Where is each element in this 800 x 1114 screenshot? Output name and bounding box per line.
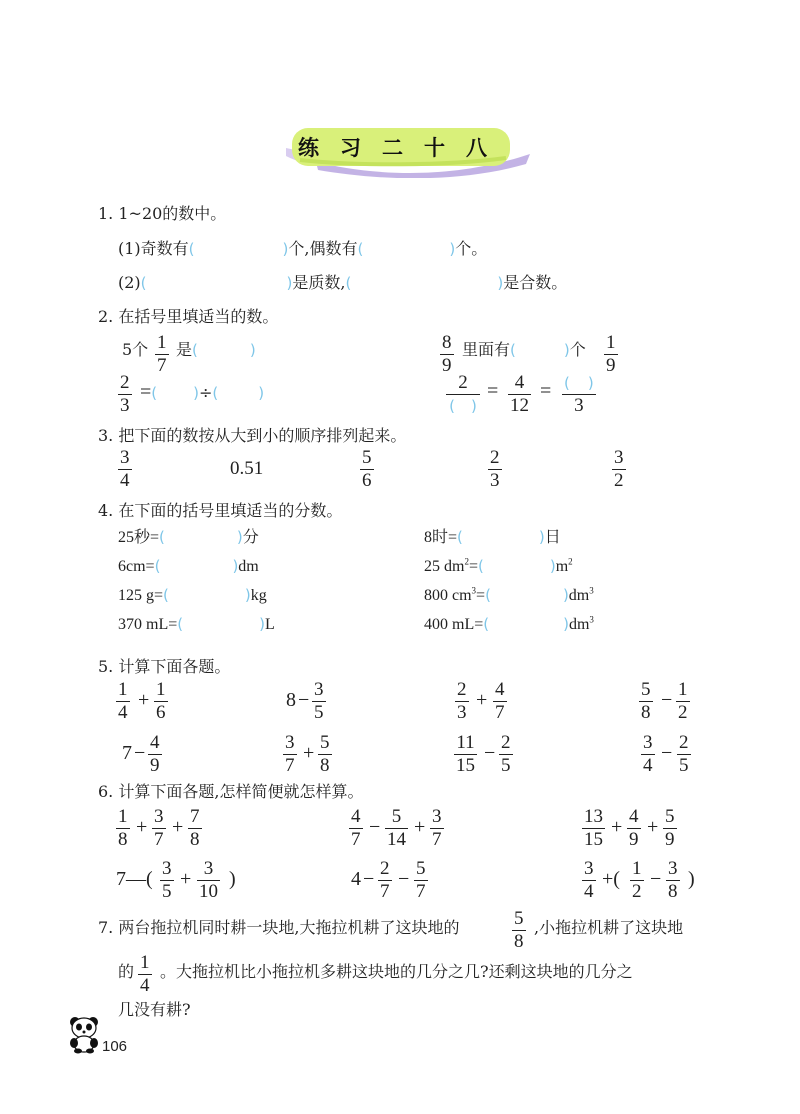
fraction: 3 7 bbox=[285, 732, 295, 777]
q1-part2: (2)( )是质数,( )是合数。 bbox=[118, 273, 568, 292]
equals: = bbox=[487, 380, 499, 402]
fraction: 2 5 bbox=[679, 732, 689, 777]
fraction: 3 4 bbox=[120, 447, 130, 492]
fraction: 3 7 bbox=[154, 806, 164, 851]
q2-heading: 2. 在括号里填适当的数。 bbox=[98, 307, 279, 326]
fraction: 4 7 bbox=[351, 806, 361, 851]
operator: − bbox=[363, 868, 375, 890]
panda-icon bbox=[66, 1014, 106, 1054]
q5-heading: 5. 计算下面各题。 bbox=[98, 657, 231, 676]
fraction: 2 3 bbox=[457, 679, 467, 724]
fraction: 2 3 bbox=[490, 447, 500, 492]
operator: + bbox=[647, 816, 659, 838]
q4-item: 8时=( )日 bbox=[424, 528, 561, 546]
fraction: 13 15 bbox=[584, 806, 603, 851]
fraction: 2 5 bbox=[501, 732, 511, 777]
fraction: 4 9 bbox=[629, 806, 639, 851]
fraction: 1 7 bbox=[157, 332, 167, 377]
q1-heading: 1. 1~20的数中。 bbox=[98, 204, 227, 223]
whole-number: 8 bbox=[286, 689, 296, 711]
paren: ) bbox=[688, 868, 695, 890]
operator: + bbox=[414, 816, 426, 838]
page-number: 106 bbox=[102, 1038, 128, 1055]
whole-number: 4 bbox=[351, 868, 361, 890]
operator: + bbox=[180, 868, 192, 890]
operator: + bbox=[136, 816, 148, 838]
decimal: 0.51 bbox=[230, 458, 264, 479]
equals: = bbox=[540, 380, 552, 402]
operator: − bbox=[369, 816, 381, 838]
operator: − bbox=[661, 742, 673, 764]
q7-line2-pre: 的 bbox=[118, 962, 135, 981]
whole-number: 7—( bbox=[116, 868, 153, 890]
operator: + bbox=[611, 816, 623, 838]
q7-line1-end: ,小拖拉机耕了这块地 bbox=[534, 918, 684, 937]
fraction: 5 7 bbox=[416, 858, 426, 903]
fraction: 3 4 bbox=[584, 858, 594, 903]
operator: +( bbox=[602, 868, 620, 890]
fraction: 2 3 bbox=[120, 372, 130, 417]
fraction: ( ) 3 bbox=[564, 374, 594, 417]
fraction: 4 9 bbox=[150, 732, 160, 777]
fraction: 1 2 bbox=[678, 679, 688, 724]
operator: − bbox=[661, 689, 673, 711]
operator: − bbox=[398, 868, 410, 890]
fraction: 11 15 bbox=[456, 732, 475, 777]
fraction: 3 2 bbox=[614, 447, 624, 492]
fraction: 3 8 bbox=[668, 858, 678, 903]
operator: − bbox=[484, 742, 496, 764]
q1-part1: (1)奇数有( )个,偶数有( )个。 bbox=[118, 239, 488, 258]
q4-item: 125 g=( )kg bbox=[118, 586, 267, 604]
operator: + bbox=[303, 742, 315, 764]
fraction: 7 8 bbox=[190, 806, 200, 851]
fraction: 3 10 bbox=[199, 858, 218, 903]
fraction: 5 6 bbox=[362, 447, 372, 492]
fraction: 5 8 bbox=[320, 732, 330, 777]
paren: ) bbox=[229, 868, 236, 890]
q4-item: 6cm=( )dm bbox=[118, 557, 259, 575]
fraction: 5 14 bbox=[387, 806, 406, 851]
q4-item: 25秒=( )分 bbox=[118, 528, 259, 546]
whole-number: 7 bbox=[122, 742, 132, 764]
q4-item: 400 mL=( )$dm^3$ bbox=[424, 614, 594, 633]
fraction: 5 8 bbox=[514, 908, 524, 953]
q4-heading: 4. 在下面的括号里填适当的分数。 bbox=[98, 501, 343, 520]
fraction: 3 4 bbox=[643, 732, 653, 777]
q3-heading: 3. 把下面的数按从大到小的顺序排列起来。 bbox=[98, 426, 407, 445]
fraction: 1 8 bbox=[118, 806, 128, 851]
fraction: 1 4 bbox=[118, 679, 128, 724]
q4-item: 370 mL=( )L bbox=[118, 615, 275, 633]
fraction: 3 7 bbox=[432, 806, 442, 851]
q2a-pre: 5个 bbox=[122, 340, 149, 359]
fraction: 3 5 bbox=[314, 679, 324, 724]
q4-item: 800 $cm^3=$( )$dm^3$ bbox=[424, 585, 594, 604]
q2c-answer: =( )÷( ) bbox=[140, 381, 265, 403]
fraction: 4 12 bbox=[510, 372, 529, 417]
q7-line1: 7. 两台拖拉机同时耕一块地,大拖拉机耕了这块地的 bbox=[98, 918, 460, 937]
operator: + bbox=[172, 816, 184, 838]
fraction: 5 9 bbox=[665, 806, 675, 851]
fraction: 2 ( ) bbox=[446, 373, 480, 416]
q2a-answer: 是( ) bbox=[176, 340, 256, 359]
operator: + bbox=[476, 689, 488, 711]
page-title: 练 习 二 十 八 bbox=[298, 136, 487, 160]
fraction: 8 9 bbox=[442, 332, 452, 377]
q6-heading: 6. 计算下面各题,怎样简便就怎样算。 bbox=[98, 782, 364, 801]
title-banner bbox=[286, 122, 532, 178]
q7-line2: 。大拖拉机比小拖拉机多耕这块地的几分之几?还剩这块地的几分之 bbox=[160, 962, 633, 981]
operator: − bbox=[650, 868, 662, 890]
fraction: 1 9 bbox=[606, 332, 616, 377]
operator: + bbox=[138, 689, 150, 711]
q2b-answer: 里面有( )个 bbox=[462, 340, 586, 359]
fraction: 1 2 bbox=[632, 858, 642, 903]
fraction: 5 8 bbox=[641, 679, 651, 724]
operator: − bbox=[134, 742, 146, 764]
fraction: 4 7 bbox=[495, 679, 505, 724]
fraction: 1 4 bbox=[140, 952, 150, 997]
fraction: 1 6 bbox=[156, 679, 166, 724]
fraction: 3 5 bbox=[162, 858, 172, 903]
fraction: 2 7 bbox=[380, 858, 390, 903]
operator: − bbox=[298, 689, 310, 711]
q7-line3: 几没有耕? bbox=[118, 1000, 191, 1019]
q4-item: 25 $dm^2=$( )$m^2$ bbox=[424, 556, 573, 575]
